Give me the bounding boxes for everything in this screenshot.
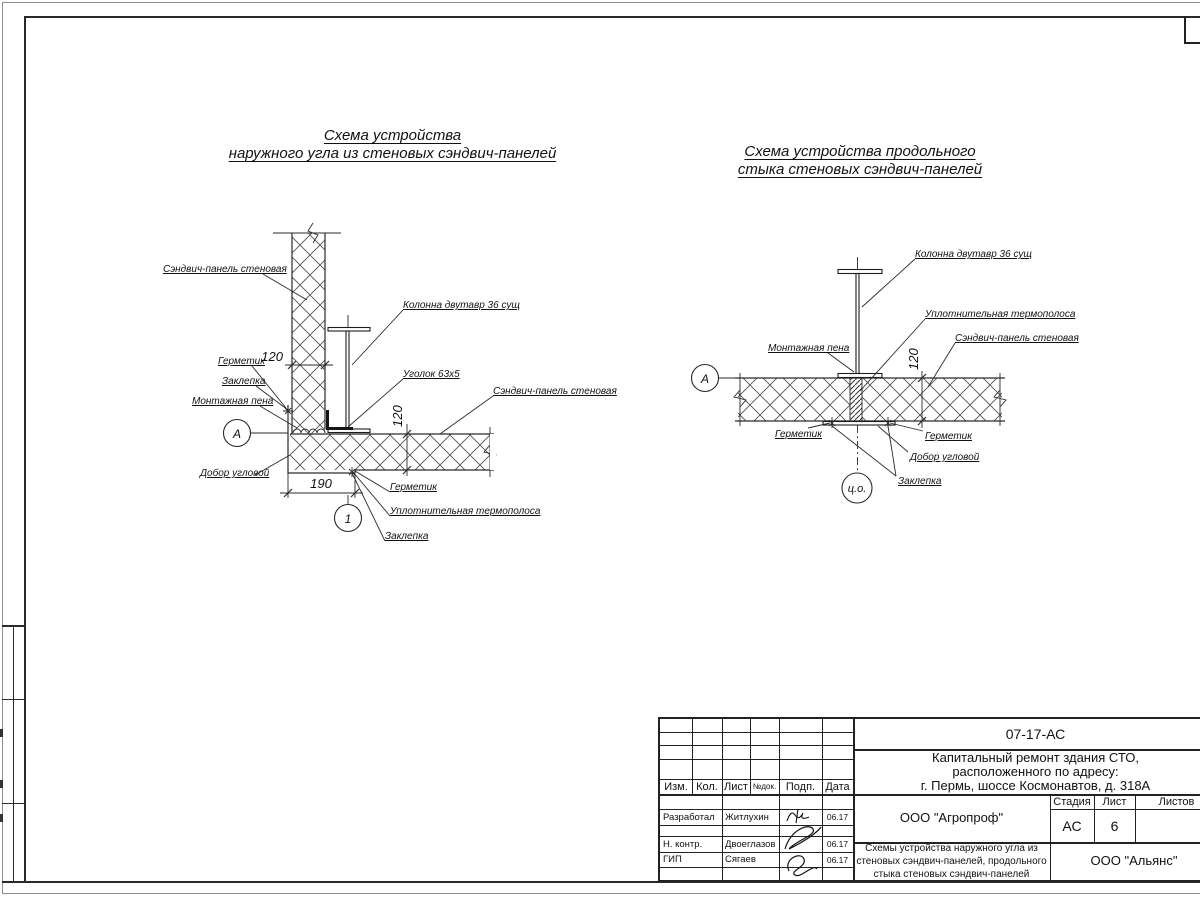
joint-thermal-strip xyxy=(850,378,862,421)
header-list2: Лист xyxy=(1102,795,1127,808)
node-marker-a xyxy=(692,365,736,392)
cropped-text-fragment xyxy=(0,780,3,788)
label-foam: Монтажная пена xyxy=(768,343,850,354)
project-line: г. Пермь, шоссе Космонавтов, д. 318А xyxy=(920,777,1151,793)
label-column: Колонна двутавр 36 сущ xyxy=(915,249,1032,260)
column-ibeam xyxy=(328,315,370,433)
stage-value: АС xyxy=(1062,817,1082,834)
header-listov: Листов xyxy=(1158,795,1195,808)
label-column: Колонна двутавр 36 сущ xyxy=(403,300,520,311)
frame-inner-left xyxy=(24,16,26,882)
sheet-number: 6 xyxy=(1110,817,1119,834)
label-sealant-top: Герметик xyxy=(218,356,265,367)
title-block-line xyxy=(660,867,853,868)
callout-labels xyxy=(163,264,617,542)
dim-text: 120 xyxy=(390,405,405,427)
header-podp: Подп. xyxy=(785,780,816,793)
title-block-line xyxy=(660,759,853,760)
svg-text:А: А xyxy=(700,372,710,386)
wall-panels xyxy=(734,373,1006,426)
detail-marker-1 xyxy=(335,495,362,532)
header-stadia: Стадия xyxy=(1053,795,1091,808)
drawing-title xyxy=(853,842,1050,880)
drawing-title-line: стеновых сэндвич-панелей, продольного xyxy=(856,855,1047,867)
callout-labels xyxy=(768,249,1079,487)
row-date: 06.17 xyxy=(826,812,849,822)
corner-detail-title xyxy=(225,127,560,163)
label-corner-trim: Добор угловой xyxy=(910,452,980,463)
row-role: ГИП xyxy=(663,854,682,865)
label-sealant-right: Герметик xyxy=(925,431,972,442)
outer-corner-detail-drawing xyxy=(140,205,620,565)
title-block-line xyxy=(660,732,853,733)
header-ndoc: №док. xyxy=(752,782,777,791)
label-angle: Уголок 63х5 xyxy=(403,369,460,380)
header-kol: Кол. xyxy=(696,780,718,793)
label-rivet: Заклепка xyxy=(898,476,942,487)
frame-inner-top xyxy=(24,16,1200,18)
dim-text: 120 xyxy=(261,349,283,364)
label-panel: Сэндвич-панель стеновая xyxy=(955,333,1079,344)
title-line: наружного угла из стеновых сэндвич-панелей xyxy=(228,145,557,162)
row-name: Двоеглазов xyxy=(725,838,776,850)
cropped-text-fragment xyxy=(0,814,3,822)
label-sealant-bottom: Герметик xyxy=(390,482,437,493)
signature-gip xyxy=(788,856,817,876)
doc-number: 07-17-АС xyxy=(1005,726,1066,742)
node-marker-a xyxy=(224,420,289,447)
left-strip-divider xyxy=(13,625,14,882)
row-date: 06.17 xyxy=(826,839,849,849)
row-date: 06.17 xyxy=(826,854,849,865)
left-strip-line xyxy=(2,699,24,700)
frame-outer-left xyxy=(2,2,3,894)
dimension-190 xyxy=(280,475,363,498)
frame-outer-top xyxy=(2,2,1200,3)
cropped-text-fragment xyxy=(0,729,3,737)
wall-panel-horizontal xyxy=(290,427,496,477)
svg-text:А: А xyxy=(232,427,242,441)
svg-text:1: 1 xyxy=(344,512,352,526)
title-block-line xyxy=(660,745,853,746)
row-name: Житлухин xyxy=(725,811,769,823)
row-role: Н. контр. xyxy=(663,838,703,850)
contractor: ООО "Альянс" xyxy=(1090,853,1178,868)
dim-text: 120 xyxy=(906,348,921,370)
dim-text: 190 xyxy=(310,476,332,491)
project-line: Капитальный ремонт здания СТО, xyxy=(932,749,1139,765)
label-panel-horizontal: Сэндвич-панель стеновая xyxy=(493,386,617,397)
header-data: Дата xyxy=(825,780,850,793)
project-line: расположенного по адресу: xyxy=(952,763,1119,779)
signatures xyxy=(779,805,823,881)
label-panel-vertical: Сэндвич-панель стеновая xyxy=(163,264,287,275)
title-block-line xyxy=(660,825,853,826)
label-foam: Монтажная пена xyxy=(192,396,274,407)
row-name: Сягаев xyxy=(725,854,756,865)
row-role: Разработал xyxy=(663,811,715,823)
title-line: Схема устройства xyxy=(323,127,462,144)
title-block xyxy=(658,717,1200,882)
header-list: Лист xyxy=(724,780,748,793)
header-izm: Изм. xyxy=(664,780,688,793)
label-thermal-strip: Уплотнительная термополоса xyxy=(390,506,541,517)
longitudinal-joint-detail-drawing xyxy=(670,225,1110,515)
label-sealant-left: Герметик xyxy=(775,429,822,440)
column-ibeam xyxy=(838,257,882,378)
drawing-title-line: стыка стеновых сэндвич-панелей xyxy=(873,868,1030,880)
frame-corner-cell xyxy=(1184,16,1200,44)
left-strip-line xyxy=(2,625,24,627)
drawing-title-line: Схемы устройства наружного угла из xyxy=(865,842,1038,854)
label-rivet-bottom: Заклепка xyxy=(385,531,429,542)
title-line: стыка стеновых сэндвич-панелей xyxy=(737,161,983,178)
label-thermal-strip: Уплотнительная термополоса xyxy=(925,309,1076,320)
signature-nkontr xyxy=(785,827,821,849)
signature-razrabotal xyxy=(787,809,809,823)
center-axis-marker xyxy=(842,473,872,503)
title-line: Схема устройства продольного xyxy=(744,143,976,160)
svg-text:ц.о.: ц.о. xyxy=(847,483,867,495)
label-corner-trim: Добор угловой xyxy=(200,468,270,479)
design-org: ООО "Агропроф" xyxy=(899,810,1004,825)
left-strip-line xyxy=(2,803,24,804)
joint-detail-title xyxy=(705,143,1015,179)
frame-outer-bottom xyxy=(2,893,1200,894)
label-rivet-top: Заклепка xyxy=(222,376,266,387)
project-name xyxy=(853,749,1200,794)
